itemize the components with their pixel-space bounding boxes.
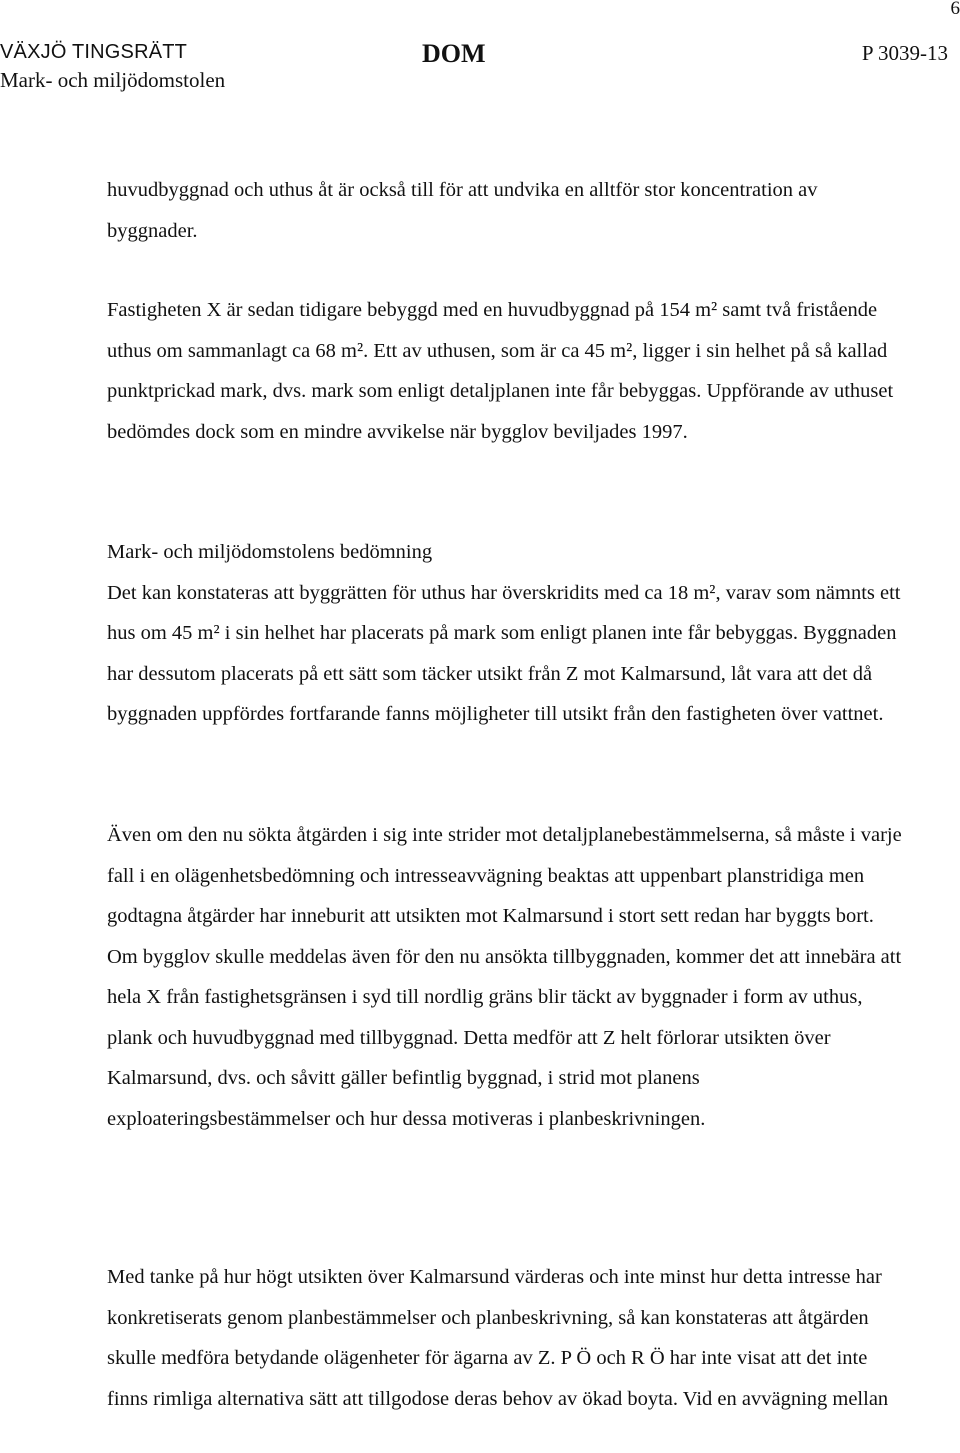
court-division: Mark- och miljödomstolen xyxy=(0,68,226,92)
paragraph-3: Det kan konstateras att byggrätten för uthus har överskridits med ca 18 m², varav som nämnts ett hus om 45 m² i sin helhet har placerats på mark som enligt planen inte får bebyggas. Byggnaden har dessutom placerats på ett sätt som täcker utsikt från Z mot Kalmarsund, låt vara att det då byggnaden uppfördes fortfarande fanns möjligheter till utsikt från den fastigheten över vattnet. xyxy=(107,581,901,725)
paragraph-4: Även om den nu sökta åtgärden i sig inte strider mot detaljplanebestämmelserna, så måste i varje fall i en olägenhetsbedömning och intresseavvägning beaktas att uppenbart planstridiga men godtagna åtgärder har inneburit att utsikten mot Kalmarsund i stort sett redan har byggts bort. Om bygglov skulle meddelas även för den nu ansökta tillbyggnaden, kommer det att innebära att hela X från fastighetsgränsen i syd till nordlig gräns blir täckt av byggnader i form av uthus, plank och huvudbyggnad med tillbyggnad. Detta medför att Z helt förlorar utsikten över Kalmarsund, dvs. och såvitt gäller befintlig byggnad, i strid mot planens exploateringsbestämmelser och hur dessa motiveras i planbeskrivningen. xyxy=(107,824,902,1130)
assessment-section xyxy=(107,532,907,735)
document-type: DOM xyxy=(422,39,486,68)
paragraph-1: huvudbyggnad och uthus åt är också till för att undvika en alltför stor koncentration av byggnader. xyxy=(107,179,818,242)
section-heading: Mark- och miljödomstolens bedömning xyxy=(107,541,433,563)
paragraph-2: Fastigheten X är sedan tidigare bebyggd med en huvudbyggnad på 154 m² samt två fristående uthus om sammanlagt ca 68 m². Ett av uthusen, som är ca 45 m², ligger i sin helhet på så kallad punktprickad mark, dvs. mark som enligt detaljplanen inte får bebyggas. Uppförande av uthuset bedömdes dock som en mindre avvikelse när bygglov beviljades 1997. xyxy=(107,299,894,443)
document-header xyxy=(0,38,960,98)
court-name: VÄXJÖ TINGSRÄTT xyxy=(0,41,188,63)
page-number: 6 xyxy=(950,0,960,19)
court-info xyxy=(0,38,225,94)
case-number: P 3039-13 xyxy=(861,41,948,65)
paragraph-5: Med tanke på hur högt utsikten över Kalmarsund värderas och inte minst hur detta intresse har konkretiserats genom planbestämmelser och planbeskrivning, så kan konstateras att åtgärden skulle medföra betydande olägenheter för ägarna av Z. P Ö och R Ö har inte visat att det inte finns rimliga alternativa sätt att tillgodose deras behov av ökad boyta. Vid en avvägning mellan xyxy=(107,1266,889,1410)
